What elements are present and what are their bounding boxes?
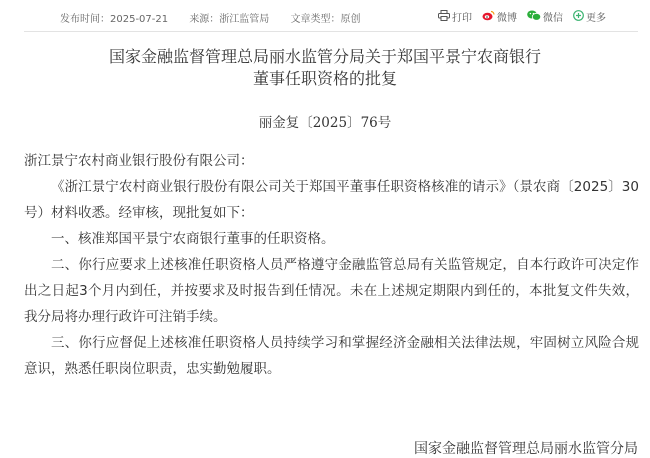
paragraph-request: 《浙江景宁农村商业银行股份有限公司关于郑国平董事任职资格核准的请示》（景农商〔2025〕30号）材料收悉。经审核，现批复如下： [24,179,639,221]
paragraph-item-3: 三、你行应督促上述核准任职资格人员持续学习和掌握经济金融相关法律法规，牢固树立风险合规意识，熟悉任职岗位职责，忠实勤勉履职。 [24,335,639,377]
wechat-share-button[interactable] [527,9,563,24]
weibo-share-button[interactable] [482,9,517,24]
publish-date: 发布时间：2025-07-21 [60,14,169,25]
paragraph-item-2: 二、你行应要求上述核准任职资格人员严格遵守金融监管总局有关监管规定，自本行政许可决定作出之日起3个月内到任，并按要求及时报告到任情况。未在上述规定期限内到任的，本批复文件失效，我分局将办理行政许可注销手续。 [24,257,639,325]
wechat-label: 微信 [543,13,563,24]
title-line-1: 国家金融监督管理总局丽水监管分局关于郑国平景宁农商银行 [108,47,541,66]
print-button[interactable] [438,9,472,24]
document-body [24,148,639,382]
article-source: 来源：浙江监管局 [189,14,270,25]
share-toolbar [428,9,606,24]
more-share-button[interactable] [573,9,606,24]
printer-icon [438,10,450,24]
print-label: 打印 [452,13,472,24]
title-line-2: 董事任职资格的批复 [252,69,397,88]
more-label: 更多 [586,13,606,24]
weibo-label: 微博 [497,13,517,24]
article-meta-bar [24,0,638,32]
paragraph-item-1: 一、核准郑国平景宁农商银行董事的任职资格。 [51,231,335,247]
page-title [0,46,650,90]
addressee: 浙江景宁农村商业银行股份有限公司： [24,153,254,169]
plus-circle-icon [573,10,584,24]
article-type: 文章类型：原创 [290,14,361,25]
article-meta [60,10,379,25]
wechat-icon [527,10,541,24]
issuer-signature: 国家金融监督管理总局丽水监管分局 [414,441,638,457]
document-number: 丽金复〔2025〕76号 [258,115,392,131]
weibo-icon [482,10,495,24]
